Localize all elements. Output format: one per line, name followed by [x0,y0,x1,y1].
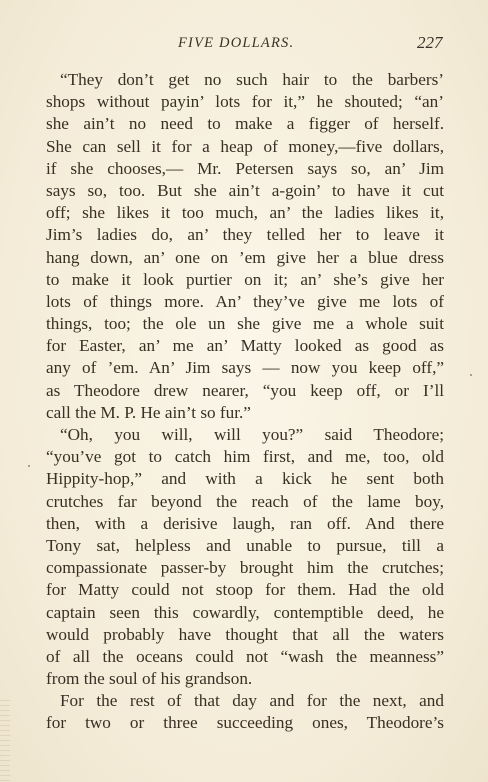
text-line: captain seen this cowardly, contemptible deed, he [46,602,444,622]
text-line: she ain’t no need to make a figger of herself. [46,114,444,134]
text-line: “you’ve got to catch him first, and me, too, old [46,447,444,467]
text-line: She can sell it for a heap of money,—five dollars, [46,136,444,156]
text-line: Jim’s ladies do, an’ they telled her to leave it [46,225,444,245]
text-line: for two or three succeeding ones, Theodore’s [46,713,444,733]
text-line: “Oh, you will, will you?” said Theodore; [60,425,444,444]
paper-speck [470,374,472,376]
text-line: hang down, an’ one on ’em give her a blue dress [46,247,444,267]
text-line: to make it look purtier on it; an’ she’s give her [46,269,444,289]
text-line: “They don’t get no such hair to the barbers’ [60,70,444,89]
text-line: if she chooses,— Mr. Petersen says so, an’ Jim [46,158,444,178]
text-line: things, too; the ole un she give me a whole suit [46,314,444,334]
text-line: as Theodore drew nearer, “you keep off, or I’ll [46,380,444,400]
text-line: call the M. P. He ain’t so fur.” [46,402,251,422]
text-line: lots of things more. An’ they’ve give me lots of [46,291,444,311]
page-edge-texture [0,700,10,782]
running-title: FIVE DOLLARS. [178,35,295,51]
text-line: then, with a derisive laugh, ran off. And there [46,513,444,533]
text-line: from the soul of his grandson. [46,669,253,689]
text-line: compassionate passer-by brought him the crutches; [46,558,444,578]
text-line: crutches far beyond the reach of the lame boy, [46,491,444,511]
page-number: 227 [417,33,443,52]
text-line: for Easter, an’ me an’ Matty looked as good as [46,336,444,356]
text-line: of all the oceans could not “wash the meanness” [46,646,444,666]
text-line: would probably have thought that all the waters [46,624,444,644]
text-line: shops without payin’ lots for it,” he shouted; “an’ [46,92,444,112]
paper-speck [28,465,30,467]
running-head [0,33,488,55]
text-line: Tony sat, helpless and unable to pursue, till a [46,535,444,555]
text-line: For the rest of that day and for the next, and [60,691,444,711]
text-line: Hippity-hop,” and with a kick he sent both [46,469,444,489]
body-text [46,69,444,735]
text-line: says so, too. But she ain’t a-goin’ to have it cut [46,180,444,200]
text-line: off; she likes it too much, an’ the ladies likes it, [46,203,444,223]
text-line: any of ’em. An’ Jim says — now you keep off,” [46,358,444,378]
text-line: for Matty could not stoop for them. Had the old [46,580,444,600]
